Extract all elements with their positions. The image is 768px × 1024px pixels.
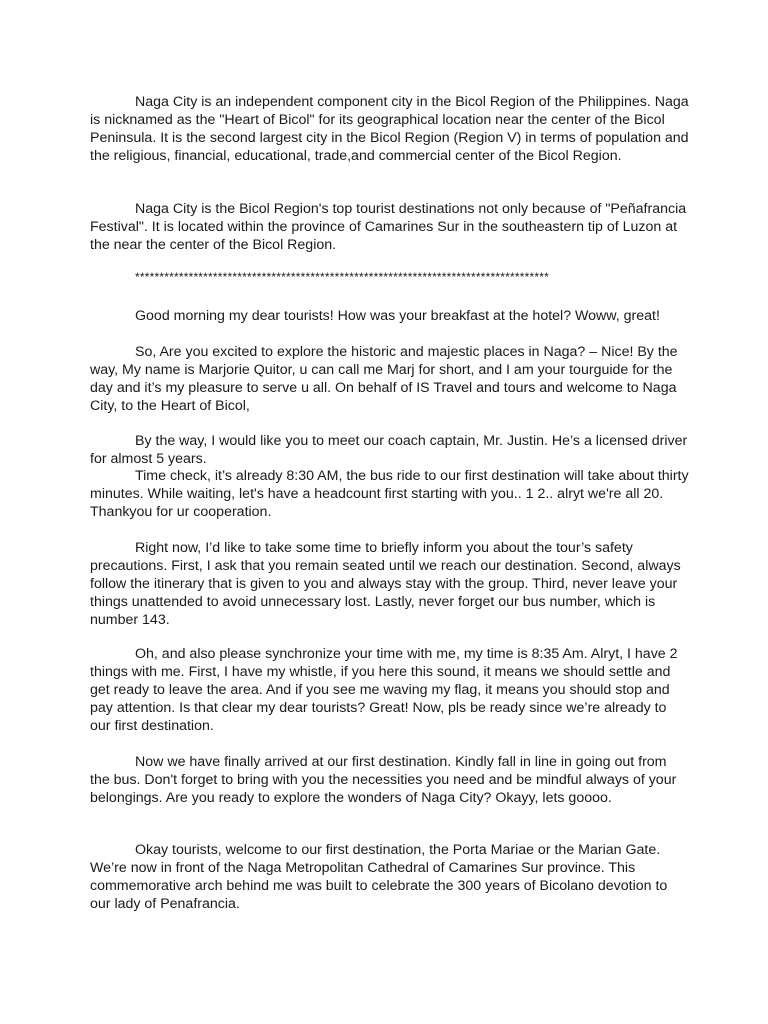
separator-line: ************************************************************************************* — [135, 270, 549, 284]
paragraph-porta-mariae: Okay tourists, welcome to our first destination, the Porta Mariae or the Marian Gate. We’re now in front of the Naga Metropolitan Cathedral of Camarines Sur province. This commemorative arch behind me was built to celebrate the 300 years of Bicolano devotion to our lady of Penafrancia. — [90, 842, 668, 912]
paragraph-time-check: Time check, it’s already 8:30 AM, the bus ride to our first destination will take about thirty minutes. While waiting, let's have a headcount first starting with you.. 1 2.. alryt we're all 20. Thankyou for ur cooperation. — [90, 468, 689, 520]
paragraph-greeting: Good morning my dear tourists! How was your breakfast at the hotel? Woww, great! — [135, 308, 660, 324]
paragraph-intro: Naga City is an independent component city in the Bicol Region of the Philippines. Naga is nicknamed as the "Heart of Bicol" for its geographical location near the center of the Bicol Peninsula. It is the second largest city in the Bicol Region (Region V) in terms of population and the religious, financial, educational, trade,and commercial center of the Bicol Region. — [90, 94, 689, 164]
paragraph-coach-captain: By the way, I would like you to meet our coach captain, Mr. Justin. He’s a licensed driver for almost 5 years. — [90, 433, 688, 467]
paragraph-synchronize: Oh, and also please synchronize your time with me, my time is 8:35 Am. Alryt, I have 2 things with me. First, I have my whistle, if you here this sound, it means we should settle and get ready to leave the area. And if you see me waving my flag, it means you should stop and pay attention. Is that clear my dear tourists? Great! Now, pls be ready since we’re already to our first destination. — [90, 646, 678, 734]
paragraph-introduction: So, Are you excited to explore the historic and majestic places in Naga? – Nice! By the way, My name is Marjorie Quitor, u can call me Marj for short, and I am your tourguide for the day and it’s my pleasure to serve u all. On behalf of IS Travel and tours and welcome to Naga City, to the Heart of Bicol, — [90, 344, 678, 414]
paragraph-tourist-destination: Naga City is the Bicol Region's top tourist destinations not only because of "Peñafrancia Festival". It is located within the province of Camarines Sur in the southeastern tip of Luzon at the near the center of the Bicol Region. — [90, 201, 687, 253]
paragraph-arrival: Now we have finally arrived at our first destination. Kindly fall in line in going out from the bus. Don't forget to bring with you the necessities you need and be mindful always of your belongings. Are you ready to explore the wonders of Naga City? Okayy, lets goooo. — [90, 754, 677, 806]
paragraph-safety: Right now, I’d like to take some time to briefly inform you about the tour’s safety precautions. First, I ask that you remain seated until we reach our destination. Second, always follow the itinerary that is given to you and always stay with the group. Third, never leave your things unattended to avoid unnecessary lost. Lastly, never forget our bus number, which is number 143. — [90, 540, 681, 628]
